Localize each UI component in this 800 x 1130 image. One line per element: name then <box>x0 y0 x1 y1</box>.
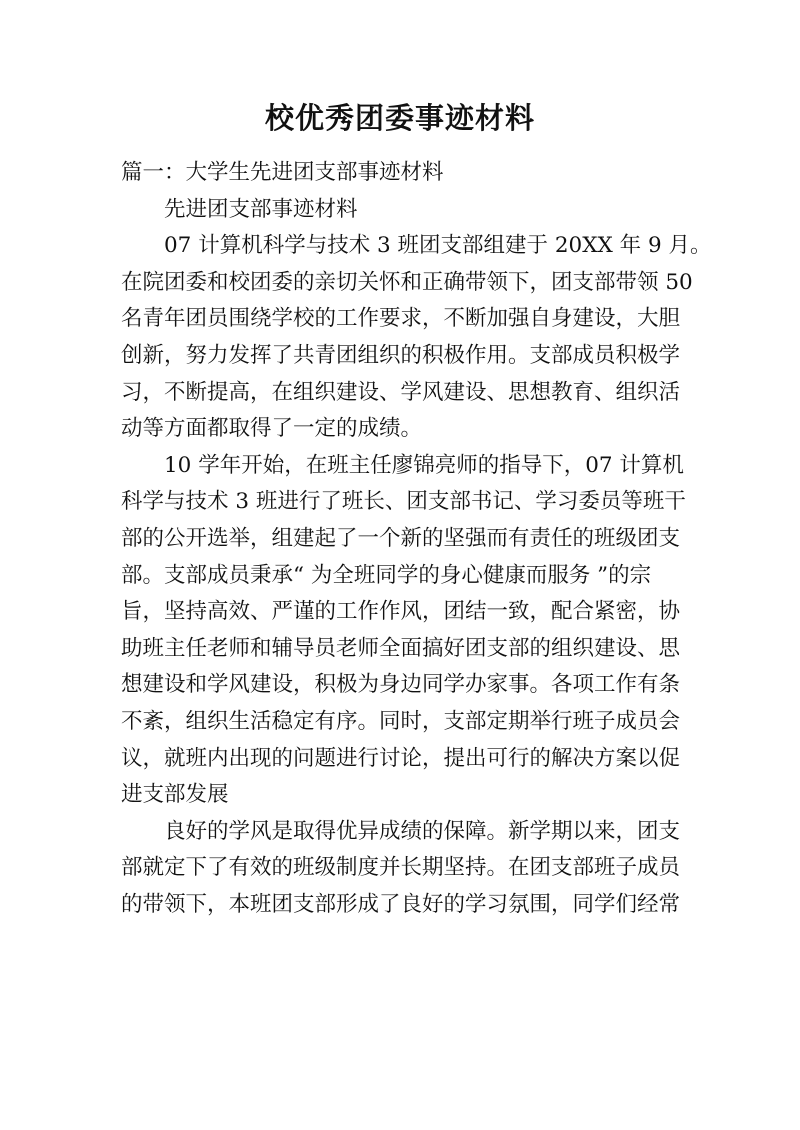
text-line: 旨，坚持高效、严谨的工作作风，团结一致，配合紧密，协 <box>121 599 681 625</box>
text-line: 10 学年开始，在班主任廖锦亮师的指导下，07 计算机 <box>164 452 684 478</box>
text-line: 部的公开选举，组建起了一个新的坚强而有责任的班级团支 <box>121 525 681 551</box>
text-line: 07 计算机科学与技术 3 班团支部组建于 20XX 年 9 月。 <box>164 233 712 259</box>
document-title: 校优秀团委事迹材料 <box>264 101 535 135</box>
text-line: 部就定下了有效的班级制度并长期坚持。在团支部班子成员 <box>121 855 681 881</box>
text-line: 的带领下，本班团支部形成了良好的学习氛围，同学们经常 <box>121 891 681 917</box>
text-line: 先进团支部事迹材料 <box>164 196 358 222</box>
text-line: 议，就班内出现的问题进行讨论，提出可行的解决方案以促 <box>121 745 681 771</box>
text-line: 进支部发展 <box>121 782 229 808</box>
text-line: 动等方面都取得了一定的成绩。 <box>121 416 423 442</box>
text-line: 良好的学风是取得优异成绩的保障。新学期以来，团支 <box>164 818 681 844</box>
text-line: 想建设和学风建设，积极为身边同学办家事。各项工作有条 <box>121 672 681 698</box>
text-line: 助班主任老师和辅导员老师全面搞好团支部的组织建设、思 <box>121 635 681 661</box>
text-line: 名青年团员围绕学校的工作要求，不断加强自身建设，大胆 <box>121 306 681 332</box>
text-line: 科学与技术 3 班进行了班长、团支部书记、学习委员等班干 <box>121 489 686 515</box>
text-line: 篇一：大学生先进团支部事迹材料 <box>121 160 444 185</box>
text-line: 习，不断提高，在组织建设、学风建设、思想教育、组织活 <box>121 379 681 405</box>
text-line: 不紊，组织生活稳定有序。同时，支部定期举行班子成员会 <box>121 708 681 734</box>
text-line: 部。支部成员秉承“ 为全班同学的身心健康而服务 ”的宗 <box>121 562 652 588</box>
text-line: 在院团委和校团委的亲切关怀和正确带领下，团支部带领 50 <box>121 269 693 295</box>
text-line: 创新，努力发挥了共青团组织的积极作用。支部成员积极学 <box>121 342 681 368</box>
document-body <box>121 155 712 923</box>
